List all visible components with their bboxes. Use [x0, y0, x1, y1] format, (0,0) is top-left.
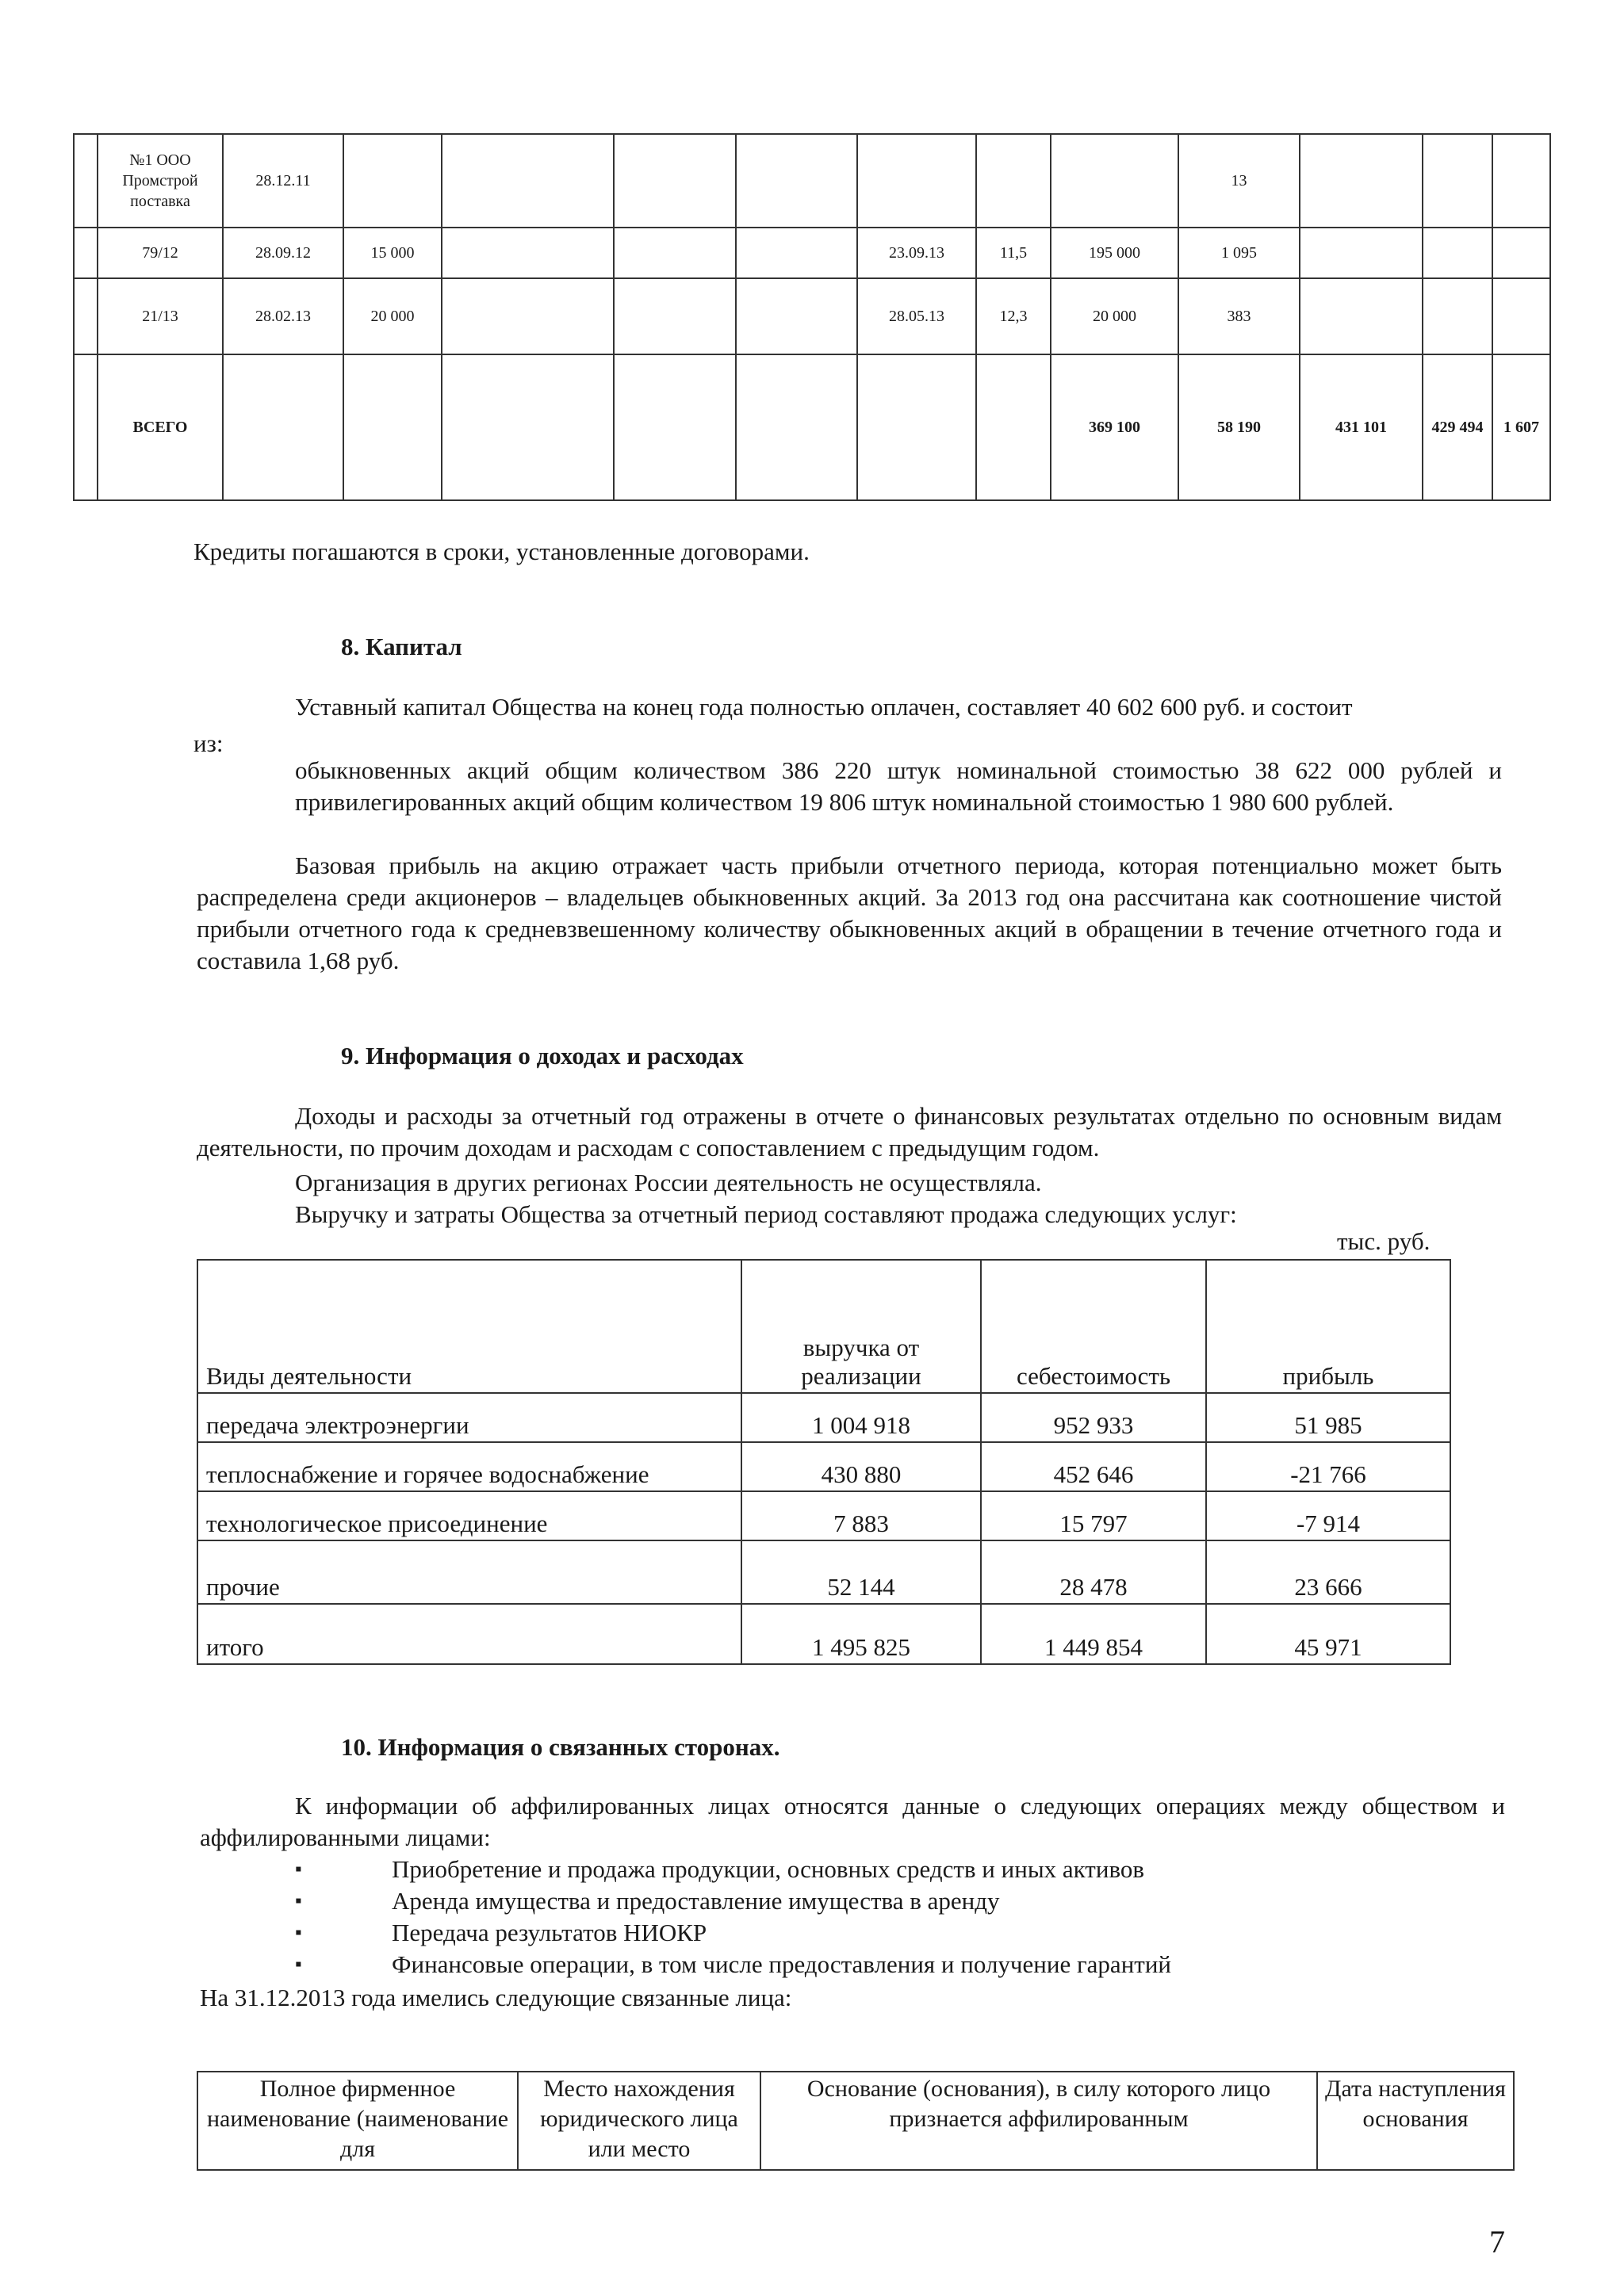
table-cell	[74, 134, 98, 228]
table-row	[74, 134, 1550, 228]
table-cell	[736, 354, 857, 500]
table-cell	[857, 134, 976, 228]
table-cell	[223, 354, 343, 500]
table-row-total	[197, 1604, 1450, 1664]
section-9-heading: 9. Информация о доходах и расходах	[341, 1042, 744, 1070]
table-cell: 369 100	[1051, 354, 1178, 500]
table-cell: 28.12.11	[223, 134, 343, 228]
table-cell	[1300, 134, 1423, 228]
activity-cell: технологическое присоединение	[197, 1491, 741, 1540]
table-cell	[442, 278, 614, 354]
table-row	[74, 228, 1550, 278]
table-row-total	[74, 354, 1550, 500]
credits-note: Кредиты погашаются в сроки, установленные договорами.	[193, 538, 810, 565]
bullet-icon: ▪	[295, 1891, 302, 1911]
table-cell	[1300, 278, 1423, 354]
cost-cell: 28 478	[981, 1540, 1206, 1604]
section-8-heading: 8. Капитал	[341, 633, 462, 660]
table-cell: 13	[1178, 134, 1300, 228]
activity-cell: прочие	[197, 1540, 741, 1604]
table-row	[197, 1491, 1450, 1540]
table-cell	[736, 134, 857, 228]
cost-cell: 452 646	[981, 1442, 1206, 1491]
section-8-iz: из:	[193, 729, 224, 757]
revenue-cell: 52 144	[741, 1540, 981, 1604]
table-cell	[976, 134, 1051, 228]
table-cell: 20 000	[1051, 278, 1178, 354]
header-location: Место нахождения юридического лица или место	[518, 2072, 760, 2170]
table-cell	[736, 228, 857, 278]
bullet-icon: ▪	[295, 1954, 302, 1975]
table-cell	[1423, 228, 1492, 278]
bullet-icon: ▪	[295, 1859, 302, 1880]
bullet-icon: ▪	[295, 1923, 302, 1943]
table-cell: ВСЕГО	[98, 354, 223, 500]
related-parties-table	[197, 2071, 1515, 2171]
profit-cell: 45 971	[1206, 1604, 1450, 1664]
table-row	[197, 1540, 1450, 1604]
revenue-cell: 1 004 918	[741, 1393, 981, 1442]
section-8-paragraph-2: обыкновенных акций общим количеством 386 220 штук номинальной стоимостью 38 622 000 рублей и привилегированных акций общим количеством 19 806 штук номинальной стоимостью 1 980 600 рублей.	[295, 756, 1502, 816]
table-row	[197, 1393, 1450, 1442]
section-9-paragraph-3: Выручку и затраты Общества за отчетный период составляют продажа следующих услуг:	[295, 1200, 1237, 1228]
table-cell: 383	[1178, 278, 1300, 354]
section-9-paragraph-1: Доходы и расходы за отчетный год отражены в отчете о финансовых результатах отдельно по основным видам деятельности, по прочим доходам и расходам с сопоставлением с предыдущим годом.	[197, 1102, 1502, 1161]
header-activity: Виды деятельности	[197, 1260, 741, 1393]
revenue-table	[197, 1259, 1451, 1665]
profit-cell: 51 985	[1206, 1393, 1450, 1442]
table-cell	[343, 354, 442, 500]
table-cell: 195 000	[1051, 228, 1178, 278]
table-cell	[442, 354, 614, 500]
revenue-cell: 7 883	[741, 1491, 981, 1540]
profit-cell: 23 666	[1206, 1540, 1450, 1604]
bullet-item: Финансовые операции, в том числе предоставления и получение гарантий	[392, 1950, 1172, 1978]
table-cell	[857, 354, 976, 500]
table-cell	[442, 134, 614, 228]
table-cell: 23.09.13	[857, 228, 976, 278]
table-header-row	[197, 2072, 1514, 2170]
table-cell: 1 607	[1492, 354, 1550, 500]
table-cell: 429 494	[1423, 354, 1492, 500]
table-cell	[614, 278, 736, 354]
section-9-paragraph-2: Организация в других регионах России деятельность не осуществляла.	[295, 1169, 1042, 1196]
section-10-heading: 10. Информация о связанных сторонах.	[341, 1733, 780, 1761]
profit-cell: -7 914	[1206, 1491, 1450, 1540]
table-cell	[343, 134, 442, 228]
table-cell	[1051, 134, 1178, 228]
table-cell: 28.05.13	[857, 278, 976, 354]
units-label: тыс. руб.	[1337, 1227, 1431, 1255]
table-cell	[1300, 228, 1423, 278]
table-cell	[1492, 278, 1550, 354]
table-cell: 79/12	[98, 228, 223, 278]
table-cell	[614, 134, 736, 228]
table-header-row	[197, 1260, 1450, 1393]
related-parties-intro: На 31.12.2013 года имелись следующие связанные лица:	[200, 1984, 792, 2011]
bullet-item: Приобретение и продажа продукции, основных средств и иных активов	[392, 1855, 1145, 1883]
loans-table	[73, 133, 1551, 501]
activity-cell: передача электроэнергии	[197, 1393, 741, 1442]
table-cell	[614, 228, 736, 278]
table-cell	[74, 228, 98, 278]
cost-cell: 15 797	[981, 1491, 1206, 1540]
header-profit: прибыль	[1206, 1260, 1450, 1393]
table-cell	[1423, 278, 1492, 354]
table-cell: 21/13	[98, 278, 223, 354]
table-row	[74, 278, 1550, 354]
activity-cell: итого	[197, 1604, 741, 1664]
table-cell	[1423, 134, 1492, 228]
table-cell: 431 101	[1300, 354, 1423, 500]
table-cell	[442, 228, 614, 278]
table-cell: №1 ООО Промстрой поставка	[98, 134, 223, 228]
cost-cell: 1 449 854	[981, 1604, 1206, 1664]
header-revenue: выручка от реализации	[741, 1260, 981, 1393]
section-8-paragraph-1: Уставный капитал Общества на конец года полностью оплачен, составляет 40 602 600 руб. и состоит	[295, 693, 1353, 721]
bullet-item: Передача результатов НИОКР	[392, 1919, 707, 1946]
table-cell: 12,3	[976, 278, 1051, 354]
table-row	[197, 1442, 1450, 1491]
header-name: Полное фирменное наименование (наименование для	[197, 2072, 518, 2170]
table-cell: 28.02.13	[223, 278, 343, 354]
table-cell: 20 000	[343, 278, 442, 354]
table-cell	[976, 354, 1051, 500]
cost-cell: 952 933	[981, 1393, 1206, 1442]
table-cell	[614, 354, 736, 500]
table-cell: 11,5	[976, 228, 1051, 278]
revenue-cell: 430 880	[741, 1442, 981, 1491]
table-cell: 58 190	[1178, 354, 1300, 500]
profit-cell: -21 766	[1206, 1442, 1450, 1491]
table-cell: 15 000	[343, 228, 442, 278]
table-cell	[736, 278, 857, 354]
table-cell: 28.09.12	[223, 228, 343, 278]
table-cell: 1 095	[1178, 228, 1300, 278]
bullet-item: Аренда имущества и предоставление имущества в аренду	[392, 1887, 1000, 1915]
table-cell	[74, 278, 98, 354]
header-cost: себестоимость	[981, 1260, 1206, 1393]
header-date: Дата наступления основания	[1317, 2072, 1514, 2170]
section-8-paragraph-3: Базовая прибыль на акцию отражает часть прибыли отчетного периода, которая потенциально может быть распределена среди акционеров – владельцев обыкновенных акций. За 2013 год она рассчитана как соотношение чистой прибыли отчетного года к средневзвешенному количеству обыкновенных акций в обращении в течение отчетного года и составила 1,68 руб.	[197, 851, 1502, 974]
table-cell	[74, 354, 98, 500]
activity-cell: теплоснабжение и горячее водоснабжение	[197, 1442, 741, 1491]
table-cell	[1492, 228, 1550, 278]
page-number: 7	[1489, 2224, 1505, 2260]
revenue-cell: 1 495 825	[741, 1604, 981, 1664]
header-basis: Основание (основания), в силу которого лицо признается аффилированным	[760, 2072, 1317, 2170]
table-cell	[1492, 134, 1550, 228]
section-10-paragraph-1: К информации об аффилированных лицах относятся данные о следующих операциях между обществом и аффилированными лицами:	[200, 1792, 1505, 1851]
